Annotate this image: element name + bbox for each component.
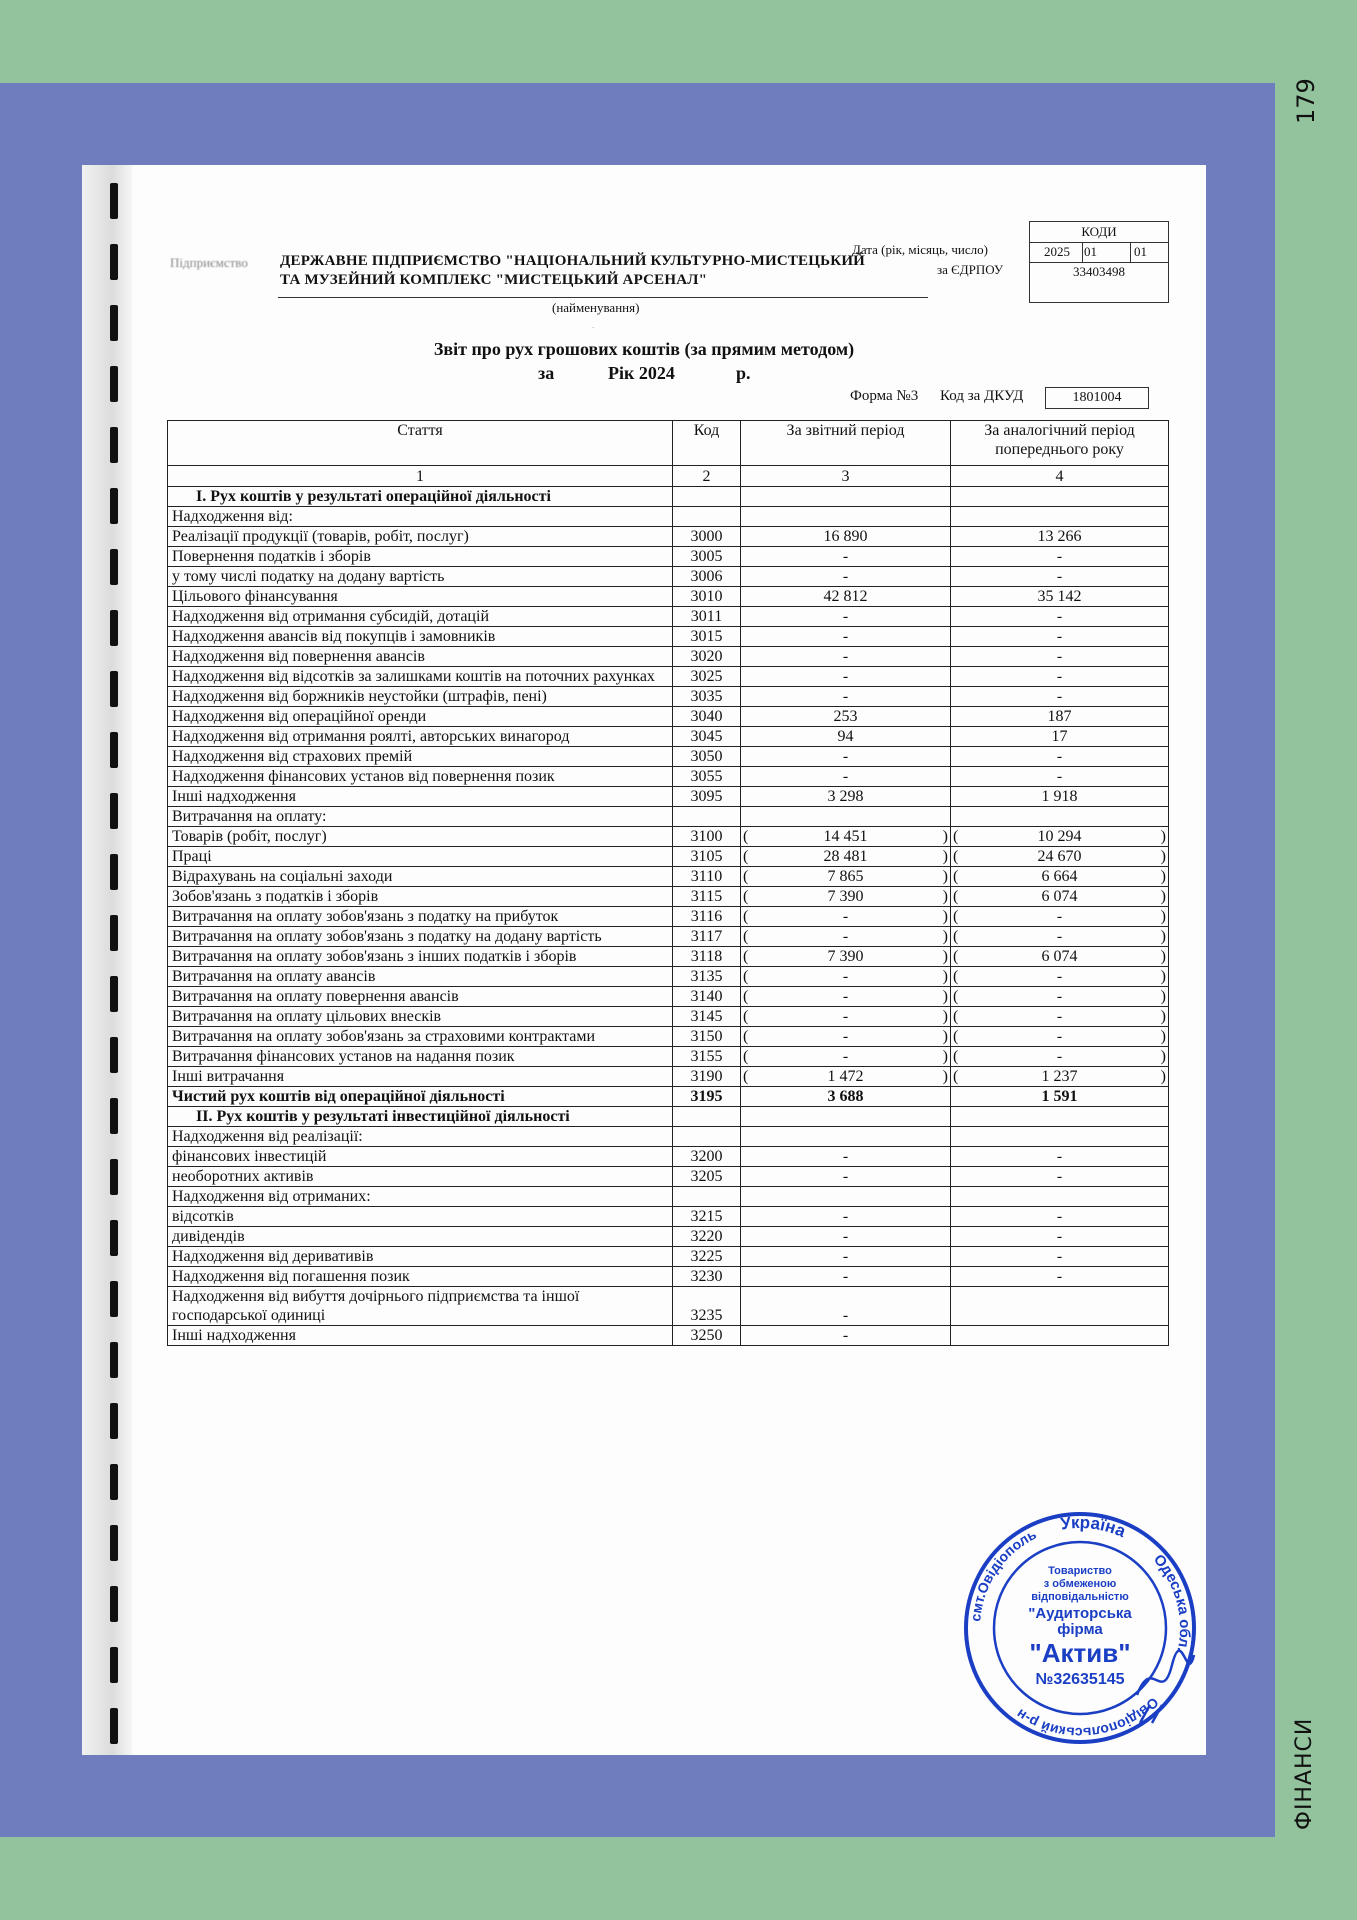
row-previous-value: ( 1 237 ) bbox=[951, 1067, 1169, 1087]
binding-hole bbox=[110, 488, 118, 524]
row-current-value bbox=[741, 1127, 951, 1147]
row-code: 3140 bbox=[673, 987, 741, 1007]
row-article: Надходження від отримання роялті, авторських винагород bbox=[168, 727, 673, 747]
row-code: 3235 bbox=[673, 1287, 741, 1326]
cash-flow-table bbox=[167, 420, 1169, 1346]
row-code: 3050 bbox=[673, 747, 741, 767]
row-code: 3020 bbox=[673, 647, 741, 667]
row-article: Надходження від боржників неустойки (штрафів, пені) bbox=[168, 687, 673, 707]
row-article: Надходження від повернення авансів bbox=[168, 647, 673, 667]
row-previous-value: 13 266 bbox=[951, 527, 1169, 547]
col-number: 1 bbox=[168, 466, 673, 487]
row-previous-value: ( - ) bbox=[951, 907, 1169, 927]
row-current-value: - bbox=[741, 1267, 951, 1287]
table-row bbox=[168, 1227, 1169, 1247]
row-article: Товарів (робіт, послуг) bbox=[168, 827, 673, 847]
row-current-value: ( - ) bbox=[741, 1007, 951, 1027]
binding-hole bbox=[110, 305, 118, 341]
row-current-value: - bbox=[741, 687, 951, 707]
row-current-value: - bbox=[741, 767, 951, 787]
table-row bbox=[168, 967, 1169, 987]
table-row bbox=[168, 807, 1169, 827]
row-current-value: - bbox=[741, 547, 951, 567]
row-previous-value bbox=[951, 487, 1169, 507]
row-code: 3250 bbox=[673, 1326, 741, 1346]
binding-hole bbox=[110, 1281, 118, 1317]
row-current-value: - bbox=[741, 627, 951, 647]
table-row bbox=[168, 1247, 1169, 1267]
stamp-name: "Актив" bbox=[1029, 1638, 1131, 1668]
binding-hole bbox=[110, 1342, 118, 1378]
row-article: необоротних активів bbox=[168, 1167, 673, 1187]
row-current-value bbox=[741, 1107, 951, 1127]
table-row bbox=[168, 707, 1169, 727]
row-article: Витрачання на оплату авансів bbox=[168, 967, 673, 987]
row-current-value: - bbox=[741, 567, 951, 587]
table-row bbox=[168, 547, 1169, 567]
row-previous-value: - bbox=[951, 1227, 1169, 1247]
row-code: 3045 bbox=[673, 727, 741, 747]
row-previous-value: - bbox=[951, 767, 1169, 787]
enterprise-name-line1: ДЕРЖАВНЕ ПІДПРИЄМСТВО "НАЦІОНАЛЬНИЙ КУЛЬТУРНО-МИСТЕЦЬКИЙ bbox=[280, 253, 866, 269]
row-article: відсотків bbox=[168, 1207, 673, 1227]
date-year: 2025 bbox=[1044, 244, 1070, 259]
row-current-value: - bbox=[741, 667, 951, 687]
table-row bbox=[168, 1207, 1169, 1227]
binding-hole bbox=[110, 1037, 118, 1073]
row-code: 3105 bbox=[673, 847, 741, 867]
table-row bbox=[168, 607, 1169, 627]
row-current-value: 3 298 bbox=[741, 787, 951, 807]
table-body bbox=[168, 487, 1169, 1346]
table-row bbox=[168, 727, 1169, 747]
form-label: Форма №3 bbox=[850, 388, 919, 404]
stamp-line4: "Аудиторська bbox=[1028, 1605, 1132, 1622]
row-current-value: ( - ) bbox=[741, 987, 951, 1007]
dkud-code: 1801004 bbox=[1045, 387, 1149, 409]
table-row bbox=[168, 987, 1169, 1007]
row-previous-value: ( 10 294 ) bbox=[951, 827, 1169, 847]
table-row bbox=[168, 507, 1169, 527]
binding-hole bbox=[110, 1708, 118, 1744]
row-article: фінансових інвестицій bbox=[168, 1147, 673, 1167]
row-previous-value: - bbox=[951, 1167, 1169, 1187]
row-article: Витрачання на оплату зобов'язань з податку на прибуток bbox=[168, 907, 673, 927]
table-row bbox=[168, 1167, 1169, 1187]
row-previous-value: - bbox=[951, 1147, 1169, 1167]
row-previous-value: ( - ) bbox=[951, 967, 1169, 987]
table-row bbox=[168, 627, 1169, 647]
stamp-country: Україна bbox=[1059, 1512, 1129, 1542]
table-row bbox=[168, 887, 1169, 907]
binding-hole bbox=[110, 915, 118, 951]
row-article: Витрачання на оплату зобов'язань з інших податків і зборів bbox=[168, 947, 673, 967]
date-label: Дата (рік, місяць, число) bbox=[852, 242, 988, 257]
table-row bbox=[168, 1326, 1169, 1346]
row-previous-value: ( 24 670 ) bbox=[951, 847, 1169, 867]
row-code bbox=[673, 487, 741, 507]
section-label: ФІНАНСИ bbox=[1292, 1717, 1317, 1830]
row-current-value bbox=[741, 807, 951, 827]
row-previous-value: - bbox=[951, 1247, 1169, 1267]
binding-hole bbox=[110, 1525, 118, 1561]
row-current-value: ( - ) bbox=[741, 1047, 951, 1067]
binding-hole bbox=[110, 610, 118, 646]
row-code: 3011 bbox=[673, 607, 741, 627]
table-row bbox=[168, 1067, 1169, 1087]
row-article: Інші надходження bbox=[168, 787, 673, 807]
binding-hole bbox=[110, 1464, 118, 1500]
row-previous-value: - bbox=[951, 1267, 1169, 1287]
row-code: 3005 bbox=[673, 547, 741, 567]
row-article: Надходження від вибуття дочірнього підприємства та іншої господарської одиниці bbox=[168, 1287, 673, 1326]
row-article: Витрачання на оплату зобов'язань за страховими контрактами bbox=[168, 1027, 673, 1047]
row-article: Зобов'язань з податків і зборів bbox=[168, 887, 673, 907]
page-number: 179 bbox=[1292, 78, 1320, 124]
row-article: Надходження від операційної оренди bbox=[168, 707, 673, 727]
signature bbox=[1132, 1635, 1202, 1735]
binding-hole bbox=[110, 732, 118, 768]
row-current-value: - bbox=[741, 747, 951, 767]
name-caption: (найменування) bbox=[552, 300, 640, 315]
table-row bbox=[168, 827, 1169, 847]
row-previous-value: 35 142 bbox=[951, 587, 1169, 607]
date-month: 01 bbox=[1084, 244, 1097, 259]
row-article: Надходження авансів від покупців і замовників bbox=[168, 627, 673, 647]
col-number: 2 bbox=[673, 466, 741, 487]
row-previous-value bbox=[951, 1287, 1169, 1326]
row-current-value: ( 28 481 ) bbox=[741, 847, 951, 867]
row-current-value: - bbox=[741, 1326, 951, 1346]
row-current-value: ( - ) bbox=[741, 1027, 951, 1047]
stamp-district: Овідіопольський р-н bbox=[1013, 1694, 1162, 1742]
table-row bbox=[168, 787, 1169, 807]
row-article: Повернення податків і зборів bbox=[168, 547, 673, 567]
row-previous-value: - bbox=[951, 547, 1169, 567]
row-code bbox=[673, 807, 741, 827]
row-article: I. Рух коштів у результаті операційної діяльності bbox=[168, 487, 673, 507]
binding-hole bbox=[110, 1403, 118, 1439]
row-code bbox=[673, 507, 741, 527]
row-code: 3095 bbox=[673, 787, 741, 807]
binding-hole bbox=[110, 1647, 118, 1683]
row-code: 3015 bbox=[673, 627, 741, 647]
row-current-value: - bbox=[741, 1227, 951, 1247]
row-code: 3200 bbox=[673, 1147, 741, 1167]
row-article: Інші витрачання bbox=[168, 1067, 673, 1087]
row-code: 3010 bbox=[673, 587, 741, 607]
binding-hole bbox=[110, 427, 118, 463]
row-code: 3110 bbox=[673, 867, 741, 887]
table-row bbox=[168, 1007, 1169, 1027]
row-previous-value: ( 6 074 ) bbox=[951, 887, 1169, 907]
table-row bbox=[168, 587, 1169, 607]
header-previous: За аналогічний період попереднього року bbox=[951, 421, 1169, 466]
edrpou-code: 33403498 bbox=[1073, 264, 1125, 279]
row-current-value: - bbox=[741, 1287, 951, 1326]
col-number: 3 bbox=[741, 466, 951, 487]
edrpou-label: за ЄДРПОУ bbox=[937, 262, 1004, 277]
row-code: 3225 bbox=[673, 1247, 741, 1267]
table-row bbox=[168, 1107, 1169, 1127]
row-code bbox=[673, 1107, 741, 1127]
row-article: Витрачання на оплату повернення авансів bbox=[168, 987, 673, 1007]
period-for-label: за bbox=[538, 363, 555, 383]
row-code: 3150 bbox=[673, 1027, 741, 1047]
table-row bbox=[168, 487, 1169, 507]
row-previous-value: - bbox=[951, 607, 1169, 627]
row-current-value bbox=[741, 507, 951, 527]
row-previous-value: ( - ) bbox=[951, 927, 1169, 947]
row-current-value: - bbox=[741, 647, 951, 667]
row-current-value: - bbox=[741, 607, 951, 627]
dkud-label: Код за ДКУД bbox=[940, 388, 1024, 404]
row-code: 3118 bbox=[673, 947, 741, 967]
table-row bbox=[168, 647, 1169, 667]
row-article: Витрачання фінансових установ на надання позик bbox=[168, 1047, 673, 1067]
row-code: 3195 bbox=[673, 1087, 741, 1107]
row-previous-value bbox=[951, 1107, 1169, 1127]
binding-hole bbox=[110, 671, 118, 707]
row-article: Витрачання на оплату цільових внесків bbox=[168, 1007, 673, 1027]
binding-hole bbox=[110, 1220, 118, 1256]
stamp-town: смт.Овідіополь bbox=[967, 1525, 1039, 1623]
row-current-value: 94 bbox=[741, 727, 951, 747]
stamp-line1: Товариство bbox=[1048, 1565, 1112, 1577]
row-article: Відрахувань на соціальні заходи bbox=[168, 867, 673, 887]
row-previous-value bbox=[951, 1127, 1169, 1147]
row-current-value: 16 890 bbox=[741, 527, 951, 547]
row-article: Праці bbox=[168, 847, 673, 867]
row-current-value: 253 bbox=[741, 707, 951, 727]
table-row bbox=[168, 687, 1169, 707]
row-current-value bbox=[741, 1187, 951, 1207]
row-previous-value: ( 6 074 ) bbox=[951, 947, 1169, 967]
svg-text:Україна bbox=[1059, 1513, 1129, 1541]
row-current-value: 42 812 bbox=[741, 587, 951, 607]
table-row bbox=[168, 567, 1169, 587]
table-row bbox=[168, 1267, 1169, 1287]
binding-hole bbox=[110, 976, 118, 1012]
binding-hole bbox=[110, 1586, 118, 1622]
row-current-value: ( 14 451 ) bbox=[741, 827, 951, 847]
enterprise-name-line2: ТА МУЗЕЙНИЙ КОМПЛЕКС "МИСТЕЦЬКИЙ АРСЕНАЛ" bbox=[280, 272, 708, 288]
row-current-value bbox=[741, 487, 951, 507]
row-previous-value: - bbox=[951, 667, 1169, 687]
table-row bbox=[168, 1027, 1169, 1047]
row-previous-value bbox=[951, 1187, 1169, 1207]
row-current-value: 3 688 bbox=[741, 1087, 951, 1107]
row-code: 3115 bbox=[673, 887, 741, 907]
binding-hole bbox=[110, 854, 118, 890]
table-row bbox=[168, 907, 1169, 927]
table-row bbox=[168, 1147, 1169, 1167]
row-current-value: ( - ) bbox=[741, 907, 951, 927]
row-code: 3025 bbox=[673, 667, 741, 687]
table-row bbox=[168, 767, 1169, 787]
row-article: Надходження від реалізації: bbox=[168, 1127, 673, 1147]
row-article: Надходження від страхових премій bbox=[168, 747, 673, 767]
row-current-value: ( - ) bbox=[741, 927, 951, 947]
table-row bbox=[168, 527, 1169, 547]
header-article: Стаття bbox=[168, 421, 673, 466]
row-code: 3230 bbox=[673, 1267, 741, 1287]
row-code bbox=[673, 1127, 741, 1147]
table-row bbox=[168, 1127, 1169, 1147]
row-article: Надходження від погашення позик bbox=[168, 1267, 673, 1287]
row-previous-value: - bbox=[951, 687, 1169, 707]
row-code: 3135 bbox=[673, 967, 741, 987]
row-previous-value: ( - ) bbox=[951, 1007, 1169, 1027]
row-current-value: - bbox=[741, 1167, 951, 1187]
row-article: Чистий рух коштів від операційної діяльності bbox=[168, 1087, 673, 1107]
codes-box bbox=[1029, 221, 1169, 303]
row-previous-value: - bbox=[951, 647, 1169, 667]
stamp-line3: відповідальністю bbox=[1031, 1591, 1129, 1603]
row-previous-value: 17 bbox=[951, 727, 1169, 747]
row-code: 3155 bbox=[673, 1047, 741, 1067]
codes-title: КОДИ bbox=[1081, 224, 1117, 239]
stamp-region: Одеська обл. bbox=[1149, 1551, 1194, 1654]
stamp-line5: фірма bbox=[1057, 1621, 1103, 1638]
header-code: Код bbox=[673, 421, 741, 466]
row-previous-value: 1 918 bbox=[951, 787, 1169, 807]
row-article: II. Рух коштів у результаті інвестиційної діяльності bbox=[168, 1107, 673, 1127]
row-previous-value: 1 591 bbox=[951, 1087, 1169, 1107]
table-row bbox=[168, 1187, 1169, 1207]
table-row bbox=[168, 947, 1169, 967]
row-previous-value: ( - ) bbox=[951, 1047, 1169, 1067]
table-row bbox=[168, 747, 1169, 767]
row-current-value: ( 7 390 ) bbox=[741, 887, 951, 907]
binding-hole bbox=[110, 1098, 118, 1134]
table-row bbox=[168, 1087, 1169, 1107]
row-code: 3006 bbox=[673, 567, 741, 587]
row-code: 3035 bbox=[673, 687, 741, 707]
enterprise-underline bbox=[278, 297, 928, 298]
table-row bbox=[168, 927, 1169, 947]
enterprise-label: Підприємство bbox=[170, 255, 248, 270]
row-article: у тому числі податку на додану вартість bbox=[168, 567, 673, 587]
binding-hole bbox=[110, 793, 118, 829]
row-code: 3145 bbox=[673, 1007, 741, 1027]
row-previous-value: - bbox=[951, 747, 1169, 767]
binding-strip bbox=[82, 165, 132, 1755]
row-article: Надходження від отриманих: bbox=[168, 1187, 673, 1207]
row-article: дивідендів bbox=[168, 1227, 673, 1247]
binding-hole bbox=[110, 1159, 118, 1195]
col-number: 4 bbox=[951, 466, 1169, 487]
row-article: Надходження від відсотків за залишками коштів на поточних рахунках bbox=[168, 667, 673, 687]
report-title: Звіт про рух грошових коштів (за прямим методом) bbox=[433, 339, 855, 359]
row-article: Цільового фінансування bbox=[168, 587, 673, 607]
row-previous-value: ( - ) bbox=[951, 987, 1169, 1007]
row-current-value: ( 7 390 ) bbox=[741, 947, 951, 967]
row-previous-value bbox=[951, 807, 1169, 827]
scanned-document: Підприємство ДЕРЖАВНЕ ПІДПРИЄМСТВО "НАЦІОНАЛЬНИЙ КУЛЬТУРНО-МИСТЕЦЬКИЙ ТА МУЗЕЙНИЙ КОМПЛЕКС "МИСТЕЦЬКИЙ АРСЕНАЛ" (найменування) Дата (рік, місяць, число) за ЄДРПОУ КОДИ 2025 01 01 33403498 . Звіт про рух грошових коштів (за прямим методом) за Рік 2024 р. Форма №3 Код за ДКУД 1801004 Стаття Код За звітний період За аналогічний період попереднього року 1 2 3 4 I. Рух коштів у результаті операційної діяльності Надходження від: Реалізації продукції (товарів, робіт, послуг) 3000 16 890 13 266 Повернення податків і зборів 3005 - - у тому числі податку на додану вартість 3006 - - Цільового фінансування 3010 42 812 35 142 Надходження від отримання субсидій, дотацій 3011 - - Надходження авансів від покупців і замовників 3015 - - Надходження від повернення авансів 3020 - - Надходження від відсотків за залишками коштів на поточних рахунках 3025 - - Надходження від боржників неустойки (штрафів, пені) 3035 - - Надходження від операційної оренди 3040 253 187 Надходження від отримання роялті, авторських винагород 3045 94 17 Надходження від страхових премій 3050 - - Надходження фінансових установ від повернення позик 3055 - - Інші надходження 3095 3 298 1 918 Витрачання на оплату: Товарів (робіт, послуг) 3100 ( 14 451 ) ( 10 294 ) Праці 3105 ( 28 481 ) ( 24 670 ) Відрахувань на соціальні заходи 3110 ( 7 865 ) ( 6 664 ) Зобов'язань з податків і зборів 3115 ( 7 390 ) ( 6 074 ) Витрачання на оплату зобов'язань з податку на прибуток 3116 ( - ) ( - ) Витрачання на оплату зобов'язань з податку на додану вартість 3117 ( - ) ( - ) Витрачання на оплату зобов'язань з інших податків і зборів 3118 ( 7 390 ) ( 6 074 ) Витрачання на оплату авансів 3135 ( - ) ( - ) Витрачання на оплату повернення авансів 3140 ( - ) ( - ) Витрачання на оплату цільових внесків 3145 ( - ) ( - ) Витрачання на оплату зобов'язань за страховими контрактами 3150 ( - ) ( - ) Витрачання фінансових установ на надання позик 3155 ( - ) ( - ) Інші витрачання 3190 ( 1 472 ) ( 1 237 ) Чистий рух коштів від операційної діяльності 3195 3 688 1 591 II. Рух коштів у результаті інвестиційної діяльності Надходження від реалізації: фінансових інвестицій 3200 - - необоротних активів 3205 - - Надходження від отриманих: відсотків 3215 - - дивідендів 3220 - - Надходження від деривативів 3225 - - Надходження від погашення позик 3230 - - Надходження від вибуття дочірнього підприємства та іншої господарської одиниці 3235 - Інші надходження 3250 - Україна Одеська обл. Овідіопольський р-н смт.Овідіополь Товариство з обмеженою відповідальністю "Аудиторська фірма "Актив" №32635145 bbox=[82, 165, 1206, 1755]
row-previous-value bbox=[951, 507, 1169, 527]
row-article: Витрачання на оплату зобов'язань з податку на додану вартість bbox=[168, 927, 673, 947]
row-article: Інші надходження bbox=[168, 1326, 673, 1346]
table-row bbox=[168, 1047, 1169, 1067]
row-code: 3215 bbox=[673, 1207, 741, 1227]
row-article: Надходження від деривативів bbox=[168, 1247, 673, 1267]
row-code: 3205 bbox=[673, 1167, 741, 1187]
stamp-line2: з обмеженою bbox=[1043, 1578, 1117, 1590]
period-value: Рік 2024 bbox=[608, 363, 675, 383]
row-previous-value: ( 6 664 ) bbox=[951, 867, 1169, 887]
row-code: 3000 bbox=[673, 527, 741, 547]
binding-hole bbox=[110, 549, 118, 585]
row-current-value: - bbox=[741, 1247, 951, 1267]
row-current-value: - bbox=[741, 1207, 951, 1227]
row-article: Реалізації продукції (товарів, робіт, послуг) bbox=[168, 527, 673, 547]
period-year-suffix: р. bbox=[736, 363, 751, 383]
row-previous-value: - bbox=[951, 627, 1169, 647]
header-current: За звітний період bbox=[741, 421, 951, 466]
table-row bbox=[168, 667, 1169, 687]
row-current-value: ( 7 865 ) bbox=[741, 867, 951, 887]
row-code: 3040 bbox=[673, 707, 741, 727]
row-code: 3055 bbox=[673, 767, 741, 787]
row-code: 3100 bbox=[673, 827, 741, 847]
binding-hole bbox=[110, 183, 118, 219]
row-article: Надходження від отримання субсидій, дотацій bbox=[168, 607, 673, 627]
row-code: 3117 bbox=[673, 927, 741, 947]
row-article: Надходження від: bbox=[168, 507, 673, 527]
row-current-value: ( - ) bbox=[741, 967, 951, 987]
table-row bbox=[168, 847, 1169, 867]
stamp-number: №32635145 bbox=[1035, 1671, 1125, 1688]
row-previous-value: - bbox=[951, 567, 1169, 587]
row-code bbox=[673, 1187, 741, 1207]
row-article: Надходження фінансових установ від повернення позик bbox=[168, 767, 673, 787]
binding-hole bbox=[110, 366, 118, 402]
row-current-value: - bbox=[741, 1147, 951, 1167]
date-day: 01 bbox=[1134, 244, 1147, 259]
row-previous-value: ( - ) bbox=[951, 1027, 1169, 1047]
row-code: 3220 bbox=[673, 1227, 741, 1247]
row-code: 3190 bbox=[673, 1067, 741, 1087]
table-row bbox=[168, 1287, 1169, 1326]
row-code: 3116 bbox=[673, 907, 741, 927]
row-current-value: ( 1 472 ) bbox=[741, 1067, 951, 1087]
row-article: Витрачання на оплату: bbox=[168, 807, 673, 827]
table-row bbox=[168, 867, 1169, 887]
row-previous-value: 187 bbox=[951, 707, 1169, 727]
row-previous-value bbox=[951, 1326, 1169, 1346]
binding-hole bbox=[110, 244, 118, 280]
row-previous-value: - bbox=[951, 1207, 1169, 1227]
